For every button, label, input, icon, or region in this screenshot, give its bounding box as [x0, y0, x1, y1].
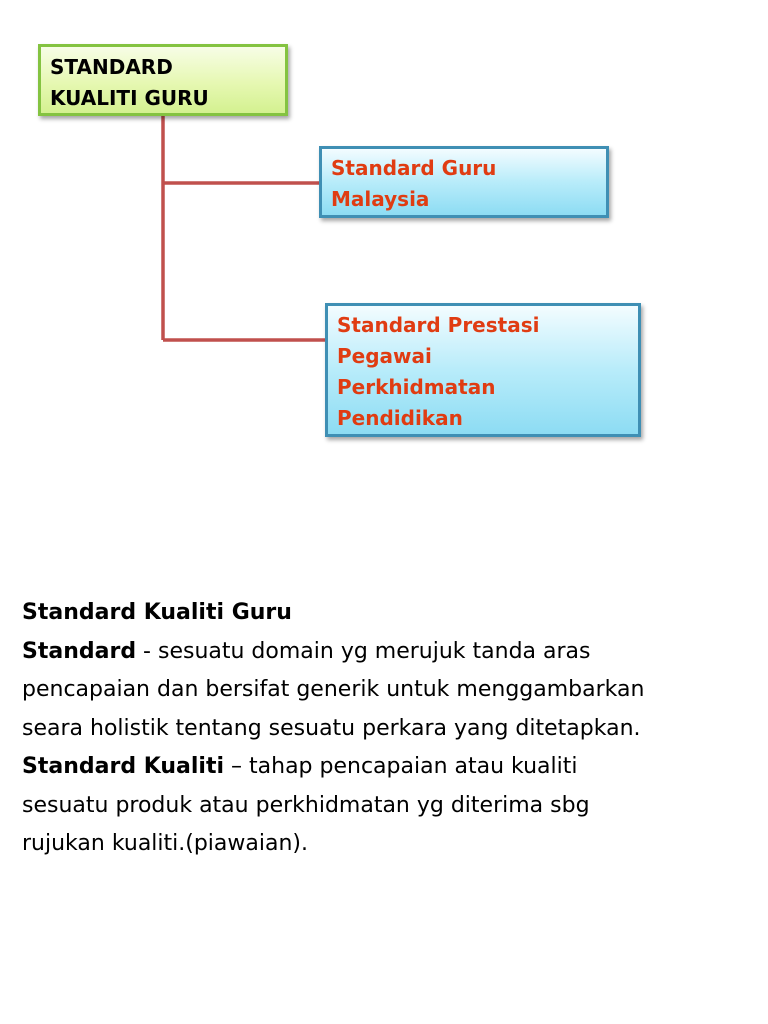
child-node-sgm-line-1: Standard Guru	[331, 156, 497, 180]
root-node-line-1: STANDARD	[50, 55, 173, 79]
definition-heading	[22, 594, 752, 633]
definition-line-6: rujukan kualiti.(piawaian).	[22, 831, 308, 856]
child-node-standard-prestasi	[325, 303, 641, 437]
child-node-spppp-line-3: Perkhidmatan	[337, 375, 496, 399]
definition-line-2: pencapaian dan bersifat generik untuk menggambarkan	[22, 677, 645, 702]
definition-standard-part-1: - sesuatu domain yg merujuk tanda aras	[136, 638, 591, 664]
root-node-line-2: KUALITI GURU	[50, 86, 209, 110]
definition-line-5: sesuatu produk atau perkhidmatan yg diterima sbg	[22, 792, 590, 818]
child-node-spppp-line-2: Pegawai	[337, 344, 432, 368]
child-node-sgm-line-2: Malaysia	[331, 187, 430, 211]
term-standard-kualiti: Standard Kualiti	[22, 754, 225, 779]
definition-text	[22, 594, 752, 864]
definition-heading-text: Standard Kualiti Guru	[22, 600, 292, 625]
child-node-spppp-line-1: Standard Prestasi	[337, 313, 540, 337]
term-standard: Standard	[22, 638, 137, 664]
child-node-standard-guru-malaysia	[319, 146, 609, 218]
child-node-spppp-line-4: Pendidikan	[337, 406, 463, 430]
definition-line-3: seara holistik tentang sesuatu perkara yang ditetapkan.	[22, 715, 641, 741]
root-node-standard-kualiti-guru	[38, 44, 288, 116]
definition-standard-kualiti-part-1: – tahap pencapaian atau kualiti	[224, 754, 578, 779]
definition-line-1	[22, 633, 752, 672]
definition-line-4	[22, 748, 752, 787]
